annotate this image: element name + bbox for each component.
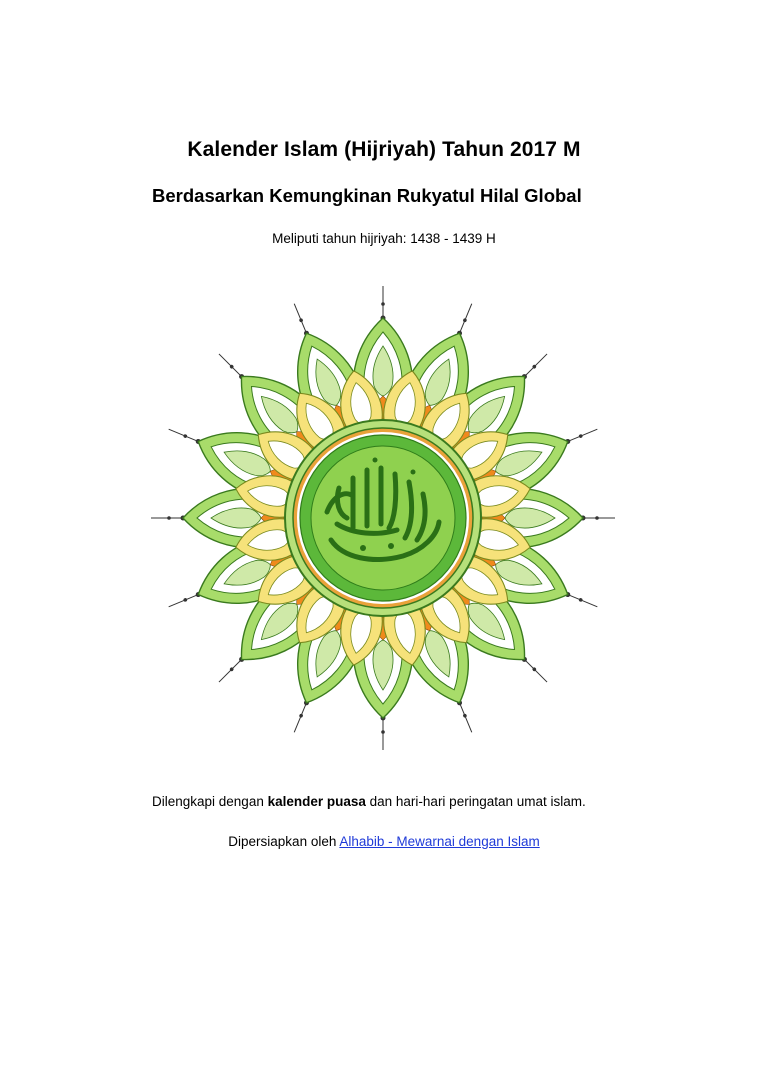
prepared-by-text	[0, 834, 768, 849]
coverage-text: Meliputi tahun hijriyah: 1438 - 1439 H	[272, 231, 496, 246]
description-bold: kalender puasa	[267, 794, 366, 809]
page-title: Kalender Islam (Hijriyah) Tahun 2017 M	[187, 138, 581, 161]
description-prefix: Dilengkapi dengan	[152, 794, 268, 809]
description-text	[152, 794, 586, 809]
alhabib-link[interactable]: Alhabib - Mewarnai dengan Islam	[339, 834, 540, 849]
page-subtitle: Berdasarkan Kemungkinan Rukyatul Hilal Global	[152, 185, 582, 206]
description-suffix: dan hari-hari peringatan umat islam.	[365, 794, 586, 809]
bismillah-medallion-icon	[148, 268, 618, 768]
prepared-prefix: Dipersiapkan oleh	[228, 834, 340, 849]
